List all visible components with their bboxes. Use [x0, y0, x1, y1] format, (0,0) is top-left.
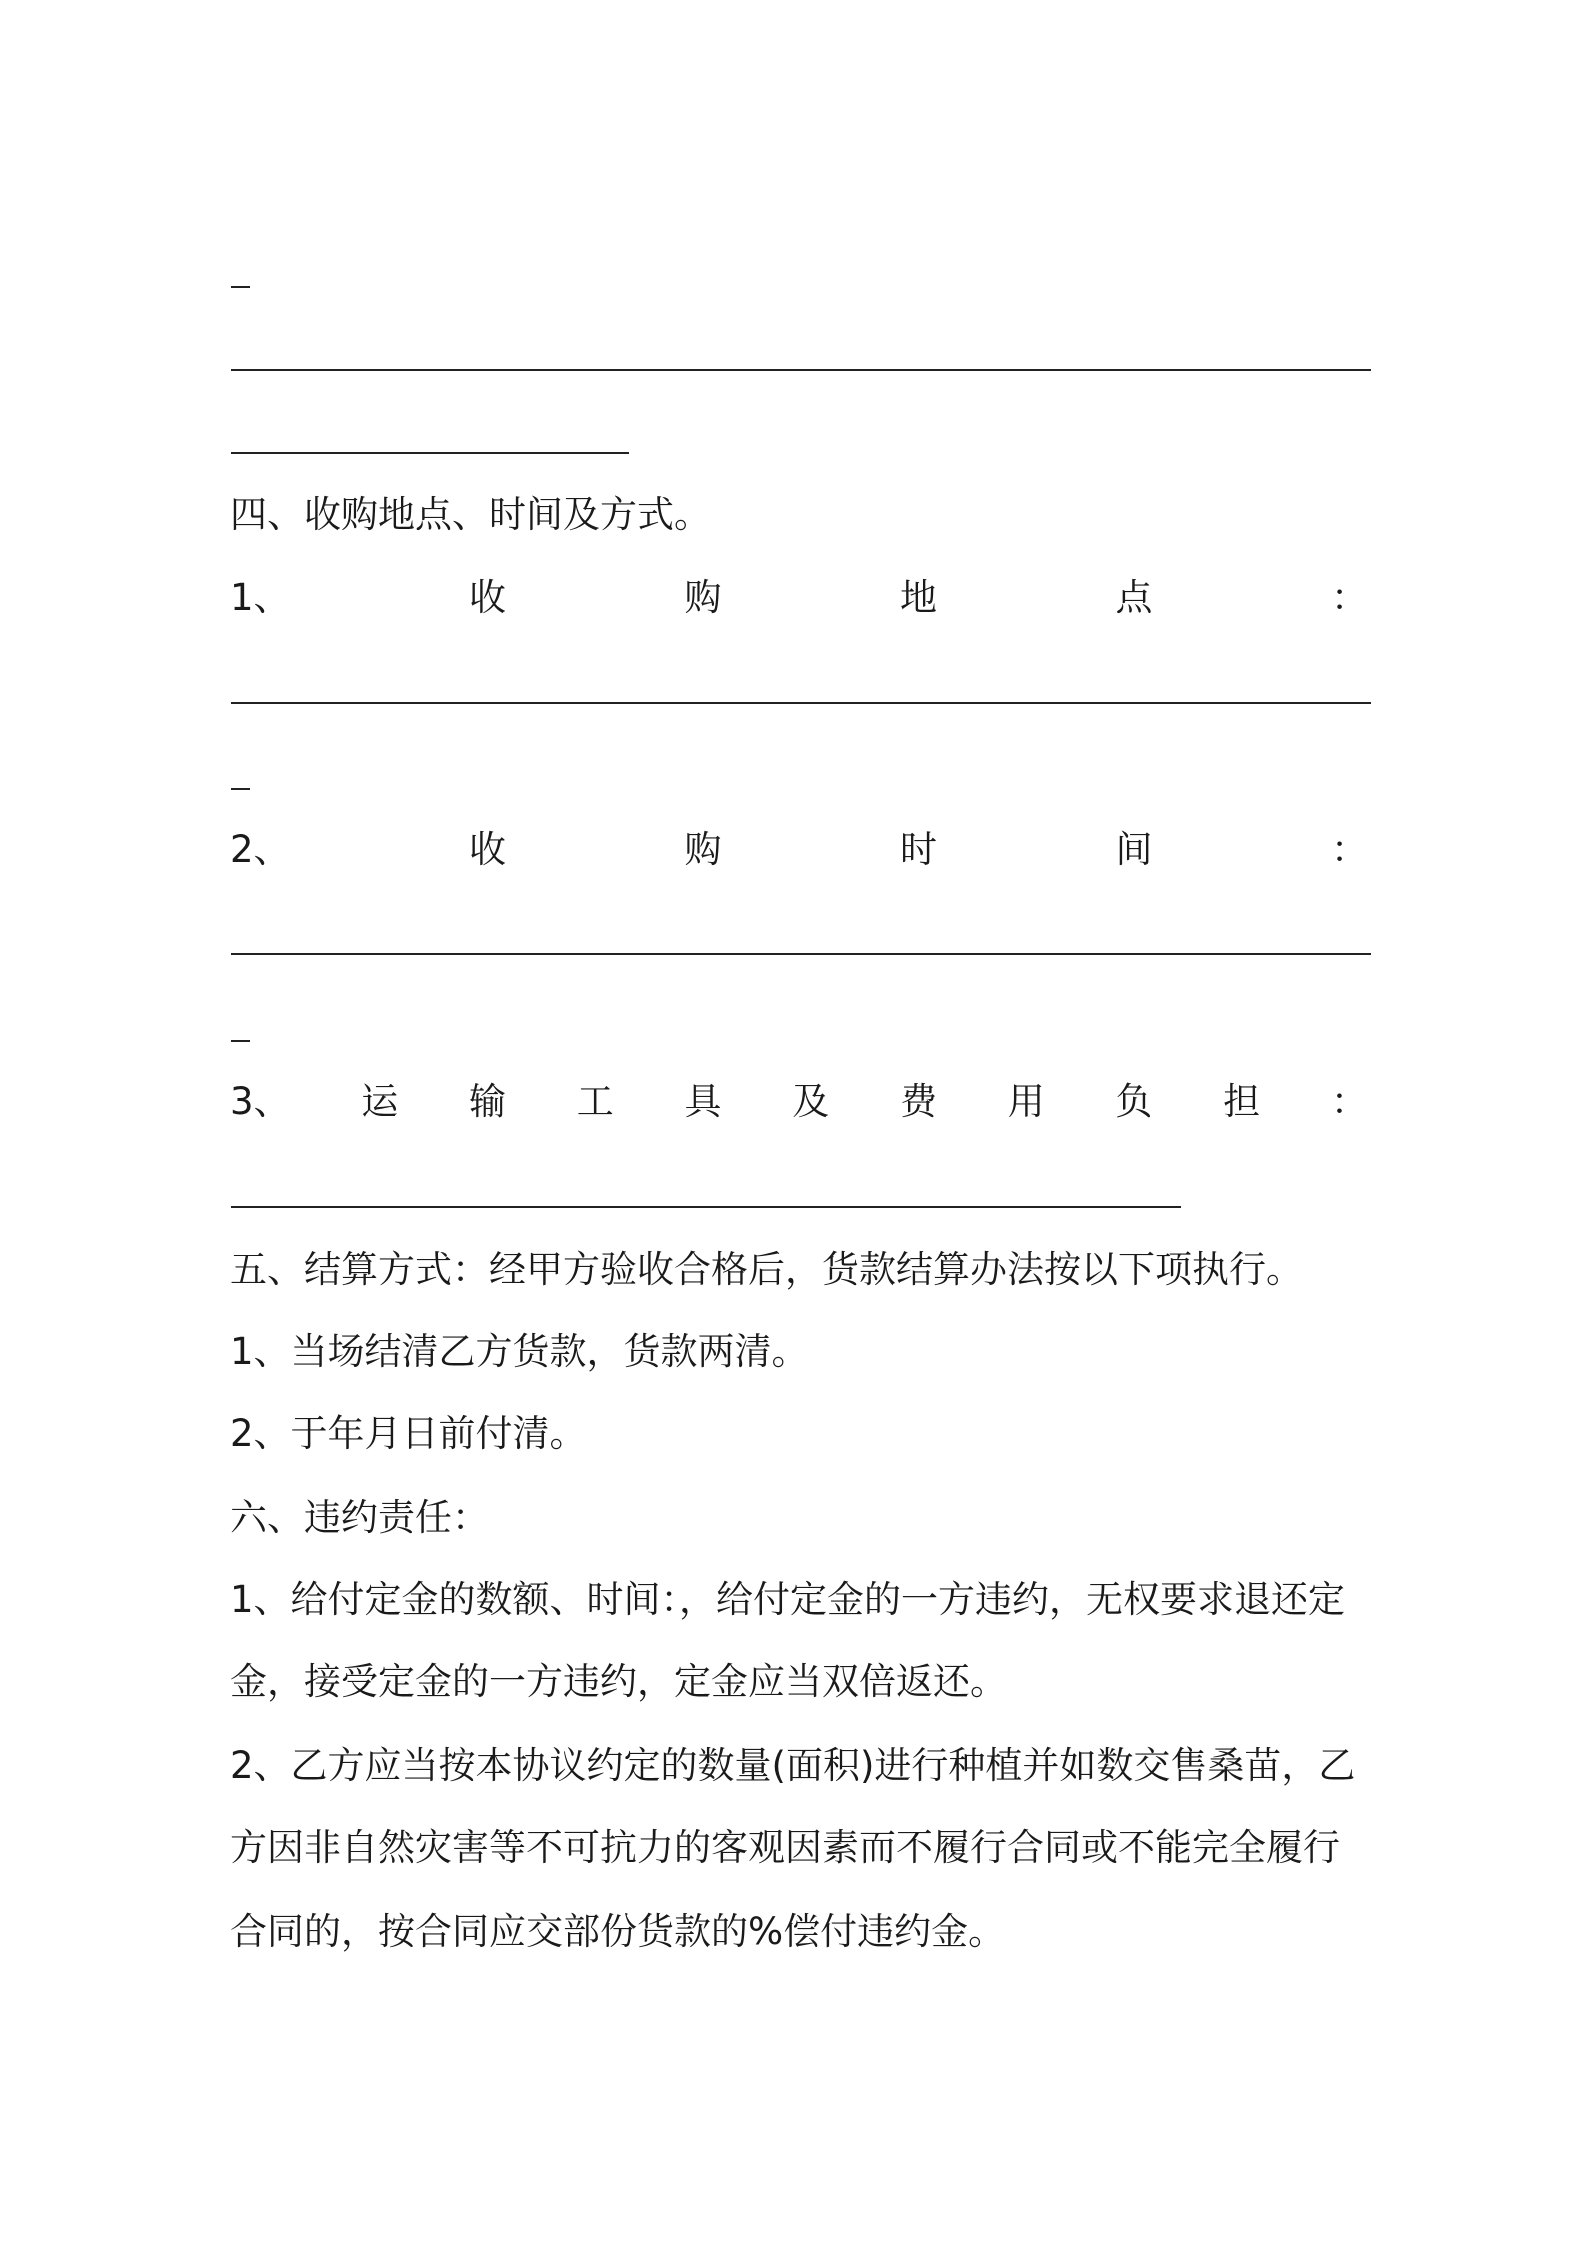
label-char: 担 [1223, 1080, 1261, 1123]
section-6-item-2-line-1: 2、乙方应当按本协议约定的数量(面积)进行种植并如数交售桑苗，乙 [230, 1744, 1356, 1787]
label-char: 点 [1115, 576, 1153, 619]
label-char: 地 [900, 576, 937, 619]
label-char: 收 [469, 828, 507, 871]
blank-line-short [231, 286, 250, 288]
section-6-item-1-line-1: 1、给付定金的数额、时间：，给付定金的一方违约，无权要求退还定 [230, 1578, 1346, 1621]
label-char: 购 [684, 828, 722, 871]
section-6-item-2-line-3: 合同的，按合同应交部份货款的%偿付违约金。 [230, 1910, 1006, 1953]
label-char: 用 [1007, 1080, 1045, 1123]
blank-line-full [231, 953, 1371, 955]
section-5-item-1: 1、当场结清乙方货款，货款两清。 [230, 1330, 809, 1373]
section-4-heading: 四、收购地点、时间及方式。 [230, 493, 711, 536]
blank-line-full [231, 702, 1371, 704]
section-6-item-1-line-2: 金，接受定金的一方违约，定金应当双倍返还。 [230, 1660, 1007, 1703]
blank-line-full [231, 369, 1371, 371]
label-char: 具 [684, 1080, 722, 1123]
label-char: 1、 [230, 576, 291, 619]
section-5-item-2: 2、于年月日前付清。 [230, 1412, 587, 1455]
label-char: 时 [900, 828, 937, 871]
section-4-item-1-label [230, 574, 1368, 622]
label-char: 3、 [230, 1080, 291, 1123]
section-6-heading: 六、违约责任： [230, 1496, 489, 1539]
label-char: 输 [469, 1080, 507, 1123]
blank-line-short [231, 788, 250, 790]
blank-line-partial [231, 1206, 1181, 1208]
label-char: ： [1330, 1080, 1368, 1123]
section-6-item-2-line-2: 方因非自然灾害等不可抗力的客观因素而不履行合同或不能完全履行 [230, 1826, 1340, 1869]
blank-line-short [231, 1040, 250, 1042]
label-char: 收 [469, 576, 507, 619]
label-char: ： [1330, 828, 1368, 871]
label-char: ： [1330, 576, 1368, 619]
label-char: 2、 [230, 828, 291, 871]
label-char: 负 [1115, 1080, 1153, 1123]
section-4-item-2-label [230, 826, 1368, 874]
blank-line-partial [231, 452, 629, 454]
label-char: 及 [792, 1080, 830, 1123]
label-char: 费 [899, 1080, 937, 1123]
label-char: 运 [361, 1080, 399, 1123]
section-4-item-3-label [230, 1078, 1368, 1126]
label-char: 间 [1115, 828, 1153, 871]
label-char: 购 [684, 576, 722, 619]
label-char: 工 [576, 1080, 614, 1123]
section-5-heading: 五、结算方式：经甲方验收合格后，货款结算办法按以下项执行。 [230, 1248, 1303, 1291]
